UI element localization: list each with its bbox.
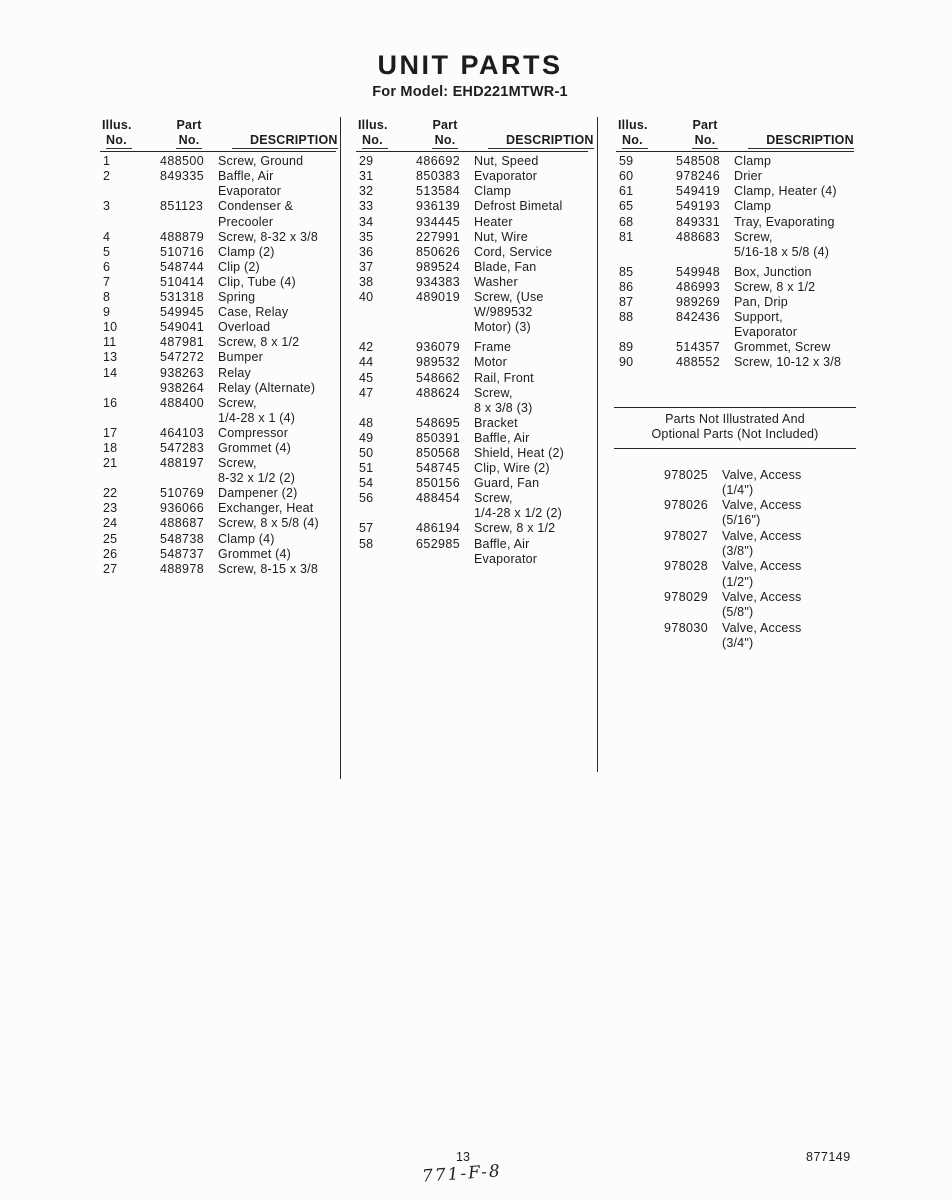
part-no-cell: 548744 [160, 259, 205, 274]
part-no-cell: 549948 [676, 264, 721, 279]
description-cell: Grommet (4) [218, 440, 292, 455]
parts-row [356, 537, 588, 567]
parts-row [100, 305, 336, 320]
header-illus-no-label: No. [106, 133, 132, 149]
description-cell: Baffle, Air Evaporator [218, 169, 282, 199]
illus-no-cell: 14 [103, 365, 118, 380]
document-number: 877149 [806, 1150, 851, 1164]
part-no-cell: 989532 [416, 355, 461, 370]
description-cell: Clamp, Heater (4) [734, 184, 837, 199]
parts-row [356, 184, 588, 199]
part-no-cell: 549193 [676, 199, 721, 214]
illus-no-cell: 60 [619, 169, 634, 184]
part-no-cell: 488687 [160, 516, 205, 531]
parts-row [356, 431, 588, 446]
description-cell: Clamp [734, 199, 772, 214]
illus-no-cell: 23 [103, 501, 118, 516]
description-cell: Drier [734, 169, 763, 184]
header-description: DESCRIPTION [232, 133, 338, 149]
parts-row [616, 154, 854, 169]
illus-no-cell: 40 [359, 290, 374, 305]
parts-row [616, 310, 854, 340]
description-cell: Screw, 5/16-18 x 5/8 (4) [734, 229, 830, 259]
parts-row [100, 169, 336, 199]
parts-row [100, 199, 336, 229]
illus-no-cell: 32 [359, 184, 374, 199]
header-illus-no-label: No. [622, 133, 648, 149]
part-no-cell: 934383 [416, 274, 461, 289]
parts-row [100, 230, 336, 245]
illus-no-cell: 35 [359, 229, 374, 244]
part-no-cell: 978027 [664, 528, 709, 543]
parts-row [356, 290, 588, 335]
description-cell: Screw, 8 x 5/8 (4) [218, 516, 319, 531]
description-cell: Valve, Access (1/4") [722, 467, 802, 497]
parts-row [100, 275, 336, 290]
description-cell: Screw, 8 x 1/2 [474, 521, 556, 536]
illus-no-cell: 54 [359, 476, 374, 491]
part-no-cell: 978026 [664, 498, 709, 513]
header-illus-no [100, 118, 160, 149]
parts-row [616, 215, 854, 230]
parts-row [100, 441, 336, 456]
part-no-cell: 548745 [416, 461, 461, 476]
parts-row [100, 562, 336, 577]
illus-no-cell: 45 [359, 370, 374, 385]
parts-row [356, 215, 588, 230]
illus-no-cell [100, 381, 160, 396]
illus-no-cell: 49 [359, 430, 374, 445]
parts-row [356, 521, 588, 536]
description-cell: Screw, 1/4-28 x 1 (4) [218, 395, 296, 425]
part-no-cell: 510769 [160, 486, 205, 501]
illus-no-cell: 37 [359, 259, 374, 274]
part-no-cell: 488400 [160, 395, 205, 410]
part-no-cell: 978246 [676, 169, 721, 184]
description-cell: Guard, Fan [474, 476, 540, 491]
optional-title-line1: Parts Not Illustrated And [665, 412, 805, 426]
description-cell: Spring [218, 290, 256, 305]
illus-no-cell: 17 [103, 425, 118, 440]
description-cell: Screw, 8 x 3/8 (3) [474, 385, 533, 415]
parts-row [100, 260, 336, 275]
table-header [356, 118, 594, 152]
parts-row [100, 245, 336, 260]
description-cell: Relay [218, 365, 251, 380]
illus-no-cell: 57 [359, 521, 374, 536]
table-rows [616, 152, 854, 370]
part-no-cell: 548662 [416, 370, 461, 385]
illus-no-cell: 50 [359, 445, 374, 460]
parts-row [100, 290, 336, 305]
part-no-cell: 849331 [676, 214, 721, 229]
parts-row [356, 355, 588, 370]
illus-no-cell: 31 [359, 169, 374, 184]
description-cell: Compressor [218, 425, 289, 440]
illus-no-cell: 33 [359, 199, 374, 214]
parts-row [356, 275, 588, 290]
parts-row [100, 381, 336, 396]
part-no-cell: 488624 [416, 385, 461, 400]
description-cell: Grommet (4) [218, 546, 292, 561]
parts-row [100, 486, 336, 501]
parts-row [100, 456, 336, 486]
description-cell: Screw, 8 x 1/2 [218, 335, 300, 350]
description-cell: Cord, Service [474, 244, 553, 259]
illus-no-cell: 24 [103, 516, 118, 531]
parts-row [356, 199, 588, 214]
description-cell: Screw, 8-32 x 1/2 (2) [218, 456, 296, 486]
optional-parts-row [664, 468, 856, 499]
parts-row [356, 416, 588, 431]
description-cell: Clamp (2) [218, 244, 275, 259]
parts-row [100, 396, 336, 426]
illus-no-cell: 9 [103, 305, 111, 320]
parts-row [100, 547, 336, 562]
description-cell: Screw, 8 x 1/2 [734, 279, 816, 294]
page-title: UNIT PARTS [377, 50, 563, 80]
parts-row [616, 355, 854, 370]
header-illus-label: Illus. [618, 118, 648, 132]
illus-no-cell: 3 [103, 199, 111, 214]
part-no-cell: 514357 [676, 340, 721, 355]
part-no-cell: 486993 [676, 279, 721, 294]
description-cell: Clip (2) [218, 259, 260, 274]
description-cell: Frame [474, 340, 512, 355]
description-cell: Defrost Bimetal [474, 199, 563, 214]
part-no-cell: 464103 [160, 425, 205, 440]
description-cell: Screw, 10-12 x 3/8 [734, 355, 842, 370]
optional-parts-title [614, 407, 856, 449]
illus-no-cell: 25 [103, 531, 118, 546]
illus-no-cell: 26 [103, 546, 118, 561]
illus-no-cell: 13 [103, 350, 118, 365]
parts-table-column-2 [356, 118, 594, 567]
part-no-cell: 978025 [664, 467, 709, 482]
illus-no-cell: 36 [359, 244, 374, 259]
illus-no-cell: 16 [103, 395, 118, 410]
parts-row [100, 516, 336, 531]
parts-row [616, 280, 854, 295]
part-no-cell: 547272 [160, 350, 205, 365]
description-cell: Condenser & Precooler [218, 199, 294, 229]
optional-parts-rows [614, 468, 856, 652]
description-cell: Screw, 8-32 x 3/8 [218, 229, 318, 244]
parts-row [356, 476, 588, 491]
illus-no-cell: 8 [103, 290, 111, 305]
description-cell: Heater [474, 214, 513, 229]
part-no-cell: 488197 [160, 456, 205, 471]
table-rows [356, 152, 588, 567]
illus-no-cell: 58 [359, 536, 374, 551]
description-cell: Clip, Wire (2) [474, 461, 550, 476]
part-no-cell: 978029 [664, 589, 709, 604]
header-part-no-label: No. [176, 133, 202, 149]
description-cell: Nut, Speed [474, 154, 539, 169]
illus-no-cell: 7 [103, 274, 111, 289]
description-cell: Valve, Access (5/16") [722, 498, 802, 528]
description-cell: Grommet, Screw [734, 340, 831, 355]
part-no-cell: 513584 [416, 184, 461, 199]
part-no-cell: 842436 [676, 310, 721, 325]
header-part-no [676, 118, 734, 149]
part-no-cell: 548508 [676, 154, 721, 169]
description-cell: Support, Evaporator [734, 310, 798, 340]
part-no-cell: 934445 [416, 214, 461, 229]
description-cell: Baffle, Air Evaporator [474, 536, 538, 566]
part-no-cell: 849335 [160, 169, 205, 184]
description-cell: Valve, Access (3/8") [722, 528, 802, 559]
handwritten-note: 771-F-8 [421, 1161, 503, 1187]
part-no-cell: 851123 [160, 199, 204, 214]
header-illus-label: Illus. [358, 118, 388, 132]
parts-row [616, 230, 854, 260]
description-cell: Bracket [474, 415, 518, 430]
parts-row [356, 169, 588, 184]
parts-row [100, 426, 336, 441]
illus-no-cell: 86 [619, 279, 634, 294]
part-no-cell: 488454 [416, 491, 461, 506]
header-illus-no [616, 118, 676, 149]
parts-row [356, 461, 588, 476]
illus-no-cell: 65 [619, 199, 634, 214]
description-cell: Overload [218, 320, 271, 335]
part-no-cell: 488552 [676, 355, 721, 370]
part-no-cell: 989524 [416, 259, 461, 274]
table-header [616, 118, 854, 152]
parts-table-column-1 [100, 118, 336, 577]
illus-no-cell: 18 [103, 440, 118, 455]
parts-row [356, 154, 588, 169]
part-no-cell: 850391 [416, 430, 461, 445]
description-cell: Clamp [734, 154, 772, 169]
illus-no-cell: 88 [619, 310, 634, 325]
part-no-cell: 978028 [664, 559, 709, 574]
illus-no-cell: 21 [103, 456, 118, 471]
header-part-label: Part [692, 118, 718, 132]
header-part-no-label: No. [692, 133, 718, 149]
optional-title-line2: Optional Parts (Not Included) [651, 427, 819, 442]
part-no-cell: 531318 [160, 290, 205, 305]
description-cell: Rail, Front [474, 370, 534, 385]
header-description: DESCRIPTION [748, 133, 854, 149]
parts-row [356, 260, 588, 275]
part-no-cell: 548738 [160, 531, 205, 546]
illus-no-cell: 27 [103, 561, 118, 576]
parts-row [356, 446, 588, 461]
parts-row [616, 199, 854, 214]
description-cell: Clamp (4) [218, 531, 275, 546]
parts-row [356, 371, 588, 386]
parts-row [356, 491, 588, 521]
part-no-cell: 227991 [416, 229, 461, 244]
illus-no-cell: 68 [619, 214, 634, 229]
parts-row [100, 532, 336, 547]
part-no-cell: 989269 [676, 295, 721, 310]
table-rows [100, 152, 336, 577]
description-cell: Evaporator [474, 169, 538, 184]
header-part-label: Part [176, 118, 202, 132]
parts-row [616, 295, 854, 310]
description-cell: Box, Junction [734, 264, 812, 279]
illus-no-cell: 44 [359, 355, 374, 370]
part-no-cell: 549041 [160, 320, 205, 335]
optional-parts-row [664, 559, 856, 590]
illus-no-cell: 22 [103, 486, 118, 501]
illus-no-cell: 4 [103, 229, 111, 244]
part-no-cell: 850568 [416, 445, 461, 460]
description-cell: Blade, Fan [474, 259, 537, 274]
illus-no-cell: 34 [359, 214, 374, 229]
illus-no-cell: 2 [103, 169, 111, 184]
part-no-cell: 488683 [676, 229, 721, 244]
part-no-cell: 549945 [160, 305, 205, 320]
description-cell: Nut, Wire [474, 229, 528, 244]
part-no-cell: 652985 [416, 536, 461, 551]
illus-no-cell: 56 [359, 491, 374, 506]
illus-no-cell: 59 [619, 154, 634, 169]
part-no-cell: 850626 [416, 244, 461, 259]
header-illus-no-label: No. [362, 133, 388, 149]
optional-parts-section [614, 407, 856, 651]
parts-row [356, 245, 588, 260]
parts-row [616, 184, 854, 199]
part-no-cell: 486692 [416, 154, 461, 169]
description-cell: Tray, Evaporating [734, 214, 835, 229]
optional-parts-row [664, 529, 856, 560]
description-cell: Screw, (Use W/989532 Motor) (3) [474, 290, 544, 335]
description-cell: Relay (Alternate) [218, 380, 316, 395]
header-part-no [160, 118, 218, 149]
description-cell: Screw, Ground [218, 154, 304, 169]
parts-row [100, 366, 336, 381]
parts-row [356, 230, 588, 245]
illus-no-cell: 87 [619, 295, 634, 310]
description-cell: Pan, Drip [734, 295, 788, 310]
header-illus-no [356, 118, 416, 149]
illus-no-cell: 81 [619, 229, 634, 244]
part-no-cell: 936139 [416, 199, 461, 214]
parts-row [356, 386, 588, 416]
part-no-cell: 850383 [416, 169, 461, 184]
illus-no-cell: 47 [359, 385, 374, 400]
description-cell: Case, Relay [218, 305, 289, 320]
part-no-cell: 936066 [160, 501, 205, 516]
illus-no-cell: 5 [103, 244, 111, 259]
part-no-cell: 488879 [160, 229, 205, 244]
header-part-no-label: No. [432, 133, 458, 149]
illus-no-cell: 29 [359, 154, 374, 169]
part-no-cell: 978030 [664, 620, 709, 635]
part-no-cell: 547283 [160, 440, 205, 455]
description-cell: Clip, Tube (4) [218, 274, 296, 289]
part-no-cell: 548737 [160, 546, 205, 561]
part-no-cell: 936079 [416, 340, 461, 355]
parts-row [100, 350, 336, 365]
illus-no-cell: 90 [619, 355, 634, 370]
table-header [100, 118, 336, 152]
parts-row [100, 320, 336, 335]
illus-no-cell: 85 [619, 264, 634, 279]
description-cell: Baffle, Air [474, 430, 530, 445]
description-cell: Screw, 1/4-28 x 1/2 (2) [474, 491, 562, 521]
parts-row [100, 335, 336, 350]
illus-no-cell: 38 [359, 274, 374, 289]
column-divider-1 [340, 117, 341, 779]
illus-no-cell: 11 [103, 335, 117, 350]
illus-no-cell: 1 [103, 154, 111, 169]
part-no-cell: 850156 [416, 476, 461, 491]
header-part-no [416, 118, 474, 149]
optional-parts-row [664, 621, 856, 652]
part-no-cell: 548695 [416, 415, 461, 430]
optional-parts-row [664, 590, 856, 621]
page-number: 13 [456, 1150, 470, 1164]
description-cell: Shield, Heat (2) [474, 445, 565, 460]
parts-row [616, 340, 854, 355]
description-cell: Washer [474, 274, 518, 289]
illus-no-cell: 48 [359, 415, 374, 430]
description-cell: Bumper [218, 350, 263, 365]
description-cell: Clamp [474, 184, 512, 199]
parts-row [100, 501, 336, 516]
part-no-cell: 938264 [160, 380, 205, 395]
header-description: DESCRIPTION [488, 133, 594, 149]
part-no-cell: 549419 [676, 184, 721, 199]
part-no-cell: 487981 [160, 335, 205, 350]
parts-row [356, 340, 588, 355]
illus-no-cell: 89 [619, 340, 634, 355]
document-header [0, 50, 940, 100]
optional-parts-row [664, 498, 856, 529]
model-subtitle: For Model: EHD221MTWR-1 [372, 84, 568, 100]
part-no-cell: 488978 [160, 561, 205, 576]
description-cell: Valve, Access (3/4") [722, 620, 802, 650]
parts-table-column-3 [616, 118, 854, 371]
description-cell: Dampener (2) [218, 486, 298, 501]
illus-no-cell: 10 [103, 320, 118, 335]
parts-row [616, 265, 854, 280]
illus-no-cell: 51 [359, 461, 374, 476]
part-no-cell: 510716 [160, 244, 205, 259]
part-no-cell: 938263 [160, 365, 205, 380]
description-cell: Exchanger, Heat [218, 501, 314, 516]
illus-no-cell: 42 [359, 340, 374, 355]
column-divider-2 [597, 117, 598, 772]
description-cell: Screw, 8-15 x 3/8 [218, 561, 318, 576]
illus-no-cell: 6 [103, 259, 111, 274]
part-no-cell: 489019 [416, 290, 461, 305]
part-no-cell: 488500 [160, 154, 205, 169]
header-illus-label: Illus. [102, 118, 132, 132]
parts-row [616, 169, 854, 184]
description-cell: Valve, Access (5/8") [722, 589, 802, 620]
description-cell: Valve, Access (1/2") [722, 559, 802, 589]
description-cell: Motor [474, 355, 507, 370]
part-no-cell: 510414 [160, 274, 205, 289]
parts-row [100, 154, 336, 169]
part-no-cell: 486194 [416, 521, 461, 536]
header-part-label: Part [432, 118, 458, 132]
illus-no-cell: 61 [619, 184, 634, 199]
